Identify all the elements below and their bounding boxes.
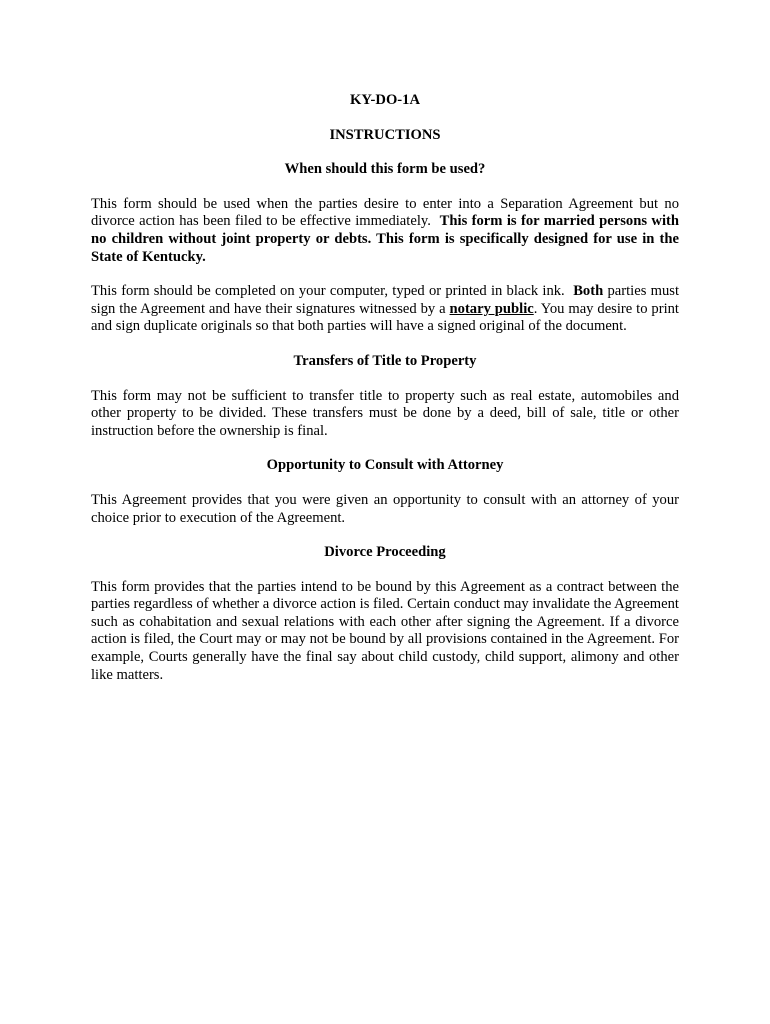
paragraph-when-used-1 bbox=[91, 196, 679, 266]
instructions-heading: INSTRUCTIONS bbox=[329, 126, 441, 143]
notary-public-emphasis: notary public bbox=[449, 300, 534, 317]
paragraph-when-used-2-text-a: This form should be completed on your computer, typed or printed in black ink. bbox=[91, 283, 565, 300]
paragraph-divorce: This form provides that the parties intend to be bound by this Agreement as a contract between the parties regardless of whether a divorce action is filed. Certain conduct may invalidate the Agreement such as cohabitation and sexual relations with each other after signing the Agreement. If a divorce action is filed, the Court may or may not be bound by all provisions contained in the Agreement. For example, Courts generally have the final say about child custody, child support, alimony and other like matters. bbox=[91, 578, 679, 683]
section-heading-divorce: Divorce Proceeding bbox=[324, 544, 446, 561]
paragraph-when-used-2 bbox=[91, 283, 679, 336]
section-heading-when-used: When should this form be used? bbox=[284, 161, 486, 178]
paragraph-transfers: This form may not be sufficient to transfer title to property such as real estate, automobiles and other property to be divided. These transfers must be done by a deed, bill of sale, title or other instruction before the ownership is final. bbox=[91, 387, 679, 439]
paragraph-when-used-1-text: This form should be used when the parties desire to enter into a Separation Agreement but no divorce action has been filed to be effective immediately. bbox=[91, 195, 679, 230]
section-heading-attorney: Opportunity to Consult with Attorney bbox=[266, 457, 504, 474]
paragraph-when-used-2-text-b: parties must sign the Agreement and have their signatures witnessed by a bbox=[91, 283, 679, 317]
paragraph-when-used-1-bold: This form is for married persons with no children without joint property or debts. This form is specifically designed for use in the State of Kentucky. bbox=[91, 213, 679, 265]
form-id-heading: KY-DO-1A bbox=[350, 92, 420, 108]
paragraph-when-used-2-text-c: . You may desire to print and sign duplicate originals so that both parties will have a signed original of the document. bbox=[91, 300, 679, 335]
document-body bbox=[91, 92, 679, 701]
paragraph-when-used-2-both: Both bbox=[573, 283, 604, 300]
section-heading-transfers: Transfers of Title to Property bbox=[293, 352, 477, 369]
paragraph-attorney: This Agreement provides that you were given an opportunity to consult with an attorney of your choice prior to execution of the Agreement. bbox=[91, 491, 679, 526]
